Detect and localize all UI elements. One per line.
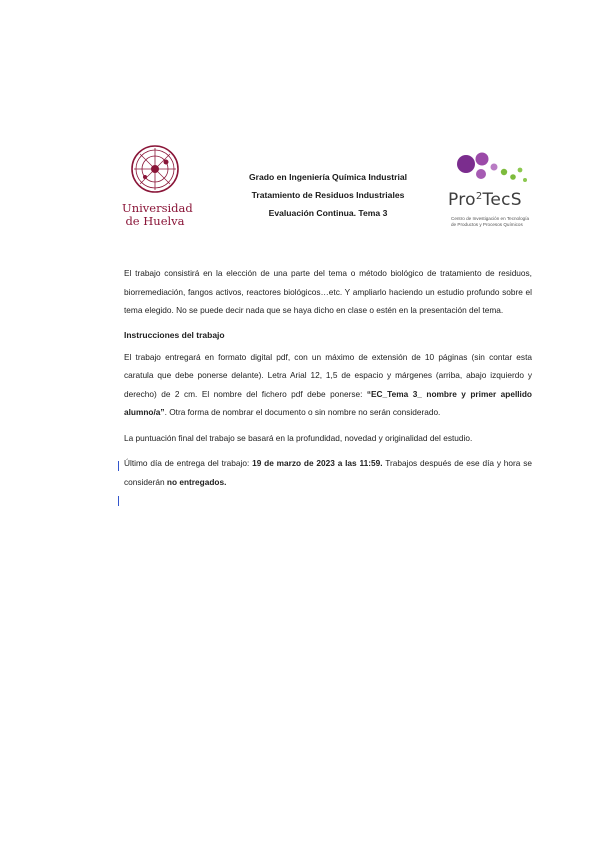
degree-title: Grado en Ingeniería Química Industrial bbox=[248, 172, 408, 182]
evaluation-title: Evaluación Continua. Tema 3 bbox=[268, 208, 388, 218]
deadline-paragraph: Último día de entrega del trabajo: 19 de marzo de 2023 a las 11:59. Trabajos después de ese día y hora se considerán no entregados. bbox=[124, 458, 532, 487]
text-cursor-mark bbox=[118, 461, 119, 471]
instructions-paragraph: El trabajo entregará en formato digital pdf, con un máximo de extensión de 10 páginas (sin contar esta caratula que debe ponerse delante). Letra Arial 12, 1,5 de espacio y márgenes (arriba, abajo izquierdo y derecho) de 2 cm. El nombre del fichero pdf debe ponerse: “EC_Tema 3_ nombre y primer apellido alumno/a”. Otra forma de nombrar el documento o sin nombre no serán considerado. bbox=[124, 351, 533, 417]
research-group-logo bbox=[448, 150, 538, 236]
document-header bbox=[228, 168, 428, 222]
course-title: Tratamiento de Residuos Industriales bbox=[251, 190, 405, 200]
research-group-subtitle: Centro de Investigación en Tecnología de Productos y Procesos Químicos bbox=[451, 216, 530, 227]
text-cursor-mark bbox=[118, 496, 119, 506]
intro-paragraph: El trabajo consistirá en la elección de una parte del tema o método biológico de tratamiento de residuos, biorremediación, fangos activos, reactores biológicos…etc. Y ampliarlo haciendo un estudio profundo sobre el tema elegido. No se puede decir nada que se haya dicho en clase o estén en la presentación del tema. bbox=[124, 268, 532, 315]
university-name: Universidad de Huelva bbox=[122, 201, 193, 228]
university-seal-icon bbox=[130, 144, 180, 194]
grading-paragraph: La puntuación final del trabajo se basará en la profundidad, novedad y originalidad del estudio. bbox=[124, 432, 473, 443]
molecule-dots-icon bbox=[454, 150, 530, 190]
instructions-heading: Instrucciones del trabajo bbox=[124, 329, 225, 340]
university-logo bbox=[122, 144, 193, 236]
document-body bbox=[124, 264, 532, 491]
research-group-name: Pro$^2$TecS bbox=[448, 190, 522, 210]
